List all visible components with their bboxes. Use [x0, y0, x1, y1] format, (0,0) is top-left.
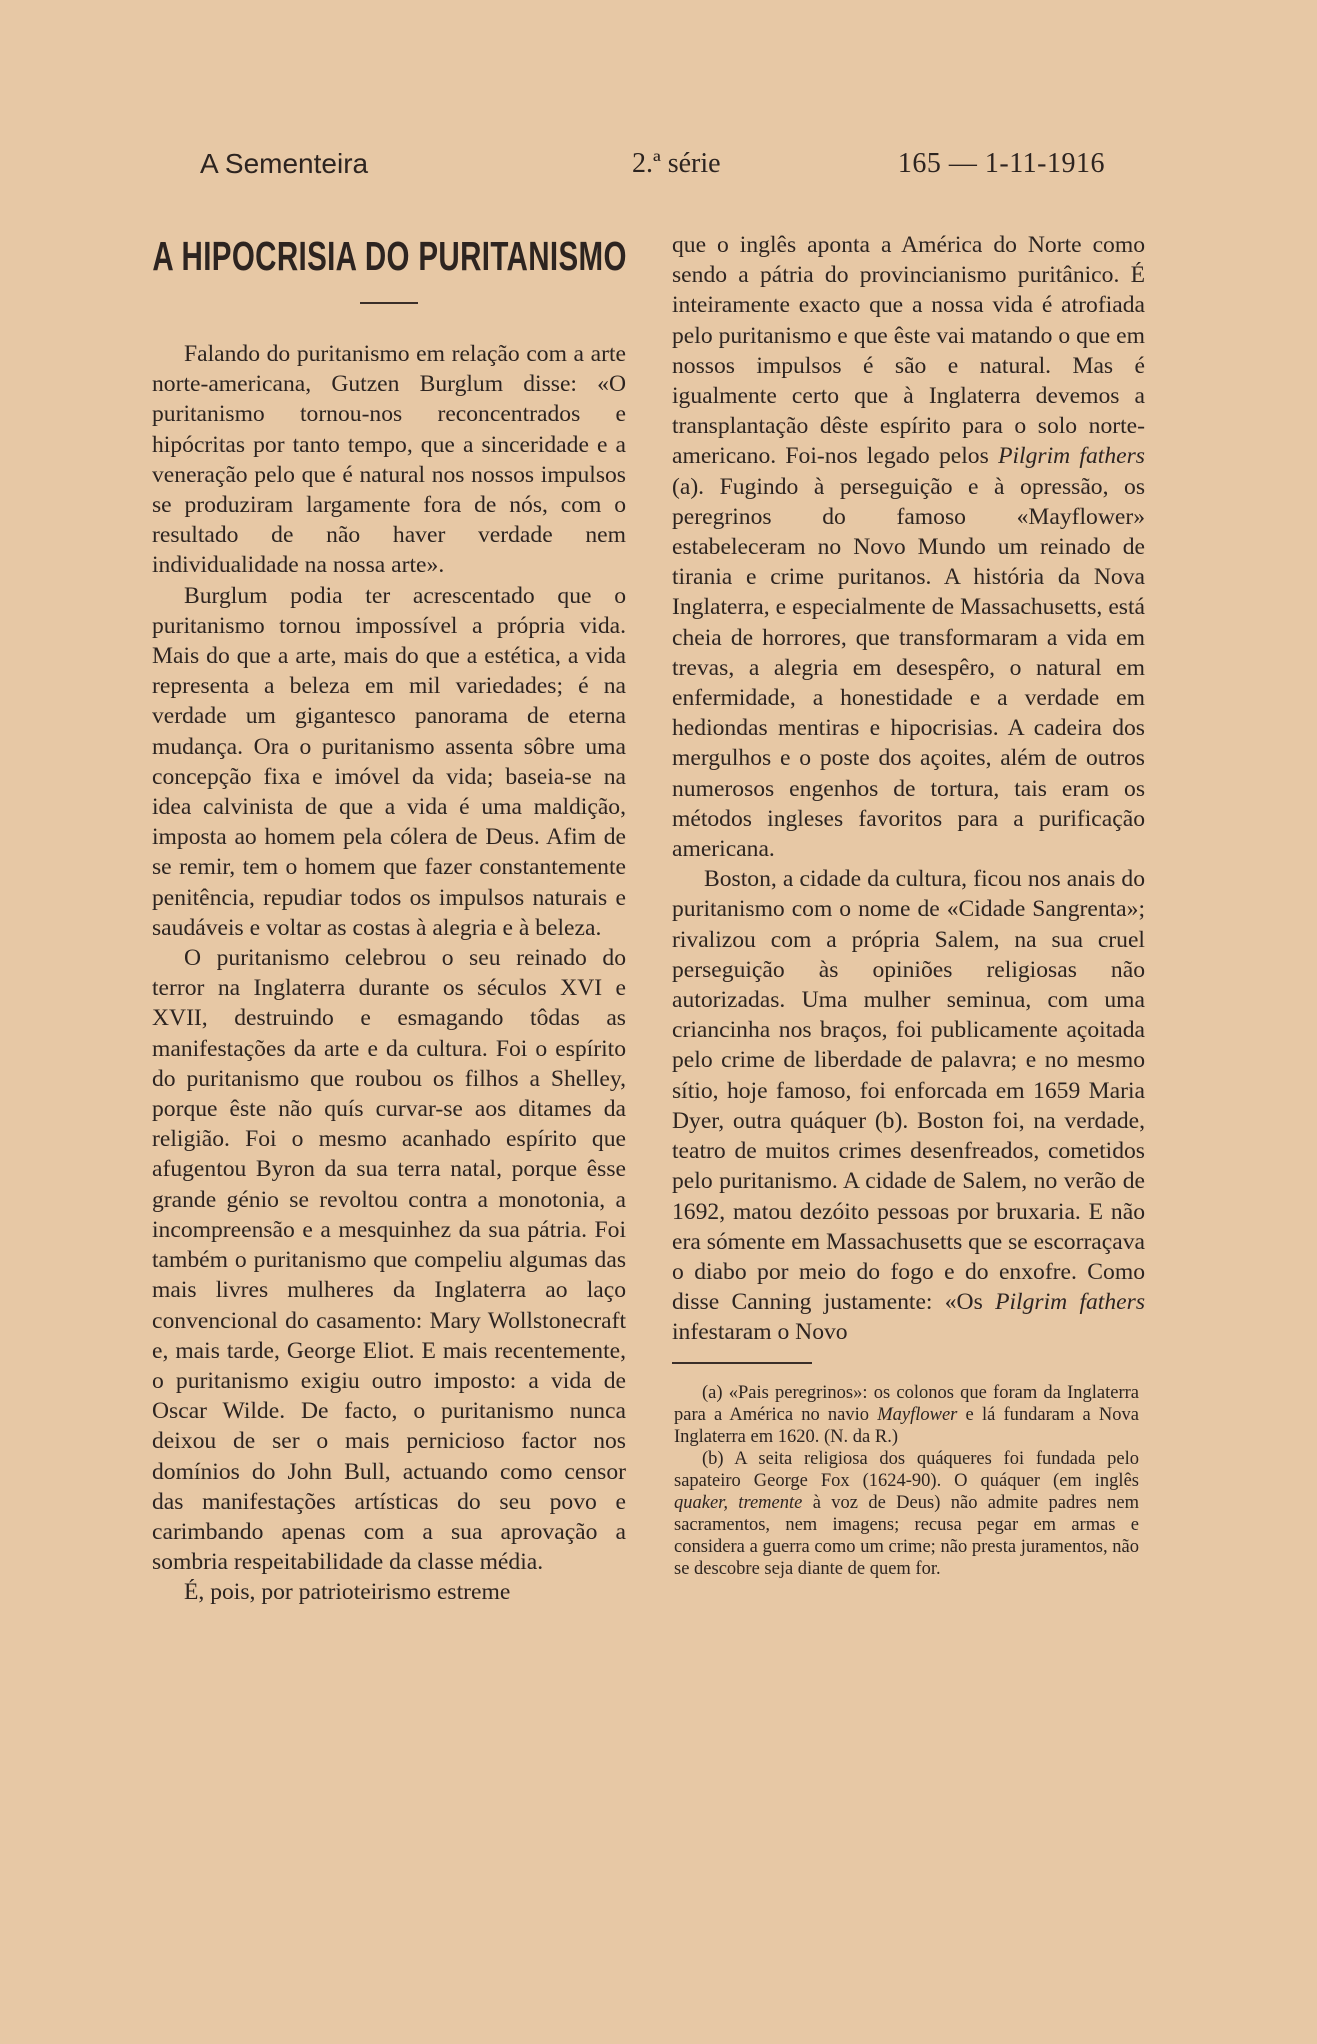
footnote-a: [674, 1382, 1139, 1448]
text-run: (a) «Pais peregrinos»: os colonos que foram da Inglaterra para a América no navio: [674, 1382, 1139, 1425]
issue-number-date: 165 — 1-11-1916: [897, 148, 1105, 179]
left-column: [152, 230, 626, 1608]
paragraph-4: É, pois, por patrioteirismo estreme: [184, 1579, 511, 1606]
title-divider: [360, 302, 418, 304]
text-run: infestaram o Novo: [672, 1319, 848, 1346]
footnote-ref-b: (b): [874, 1107, 903, 1134]
paragraph-2: Burglum podia ter acrescentado que o puritanismo tornou impossível a própria vida. Mais do que a arte, mais do que a estética, a vida representa a beleza em mil variedades; é na verdade um gigantesco panorama de eterna mudança. Ora o puritanismo assenta sôbre uma concepção fixa e imóvel da vida; baseia-se na idea calvinista de que a vida é uma maldição, imposta ao homem pela cólera de Deus. Afim de se remir, tem o homem que fazer constantemente penitência, repudiar todos os impulsos naturais e saudáveis e voltar as costas à alegria e à beleza.: [152, 582, 626, 941]
footnote-b: [674, 1448, 1139, 1580]
italic-run: quaker, tremente: [674, 1492, 803, 1513]
text-run: (b) A seita religiosa dos quáqueres foi fundada pelo sapateiro George Fox (1624-90). O quáquer (em inglês: [674, 1448, 1139, 1491]
paragraph-6: [672, 864, 1145, 1347]
series-label: 2.ª série: [632, 148, 721, 179]
text-run: à voz de Deus) não admite padres nem sacramentos, nem imagens; recusa pegar em armas e considera a guerra como um crime; não presta juramentos, não se descobre seja diante de quem for.: [674, 1492, 1139, 1579]
paragraph-5: [672, 230, 1145, 864]
footnotes: [672, 1382, 1139, 1580]
text-run: Fugindo à perseguição e à opressão, os peregrinos do famoso «Mayflower» estabeleceram no Novo Mundo um reinado de tirania e crime puritanos. A história da Nova Inglaterra, e especialmente de Massachusetts, está cheia de horrores, que transformaram a vida em trevas, a alegria em desespêro, o natural em enfermidade, a honestidade e a verdade em hediondas mentiras e hipocrisias. A cadeira dos mergulhos e o poste dos açoites, além de outros numerosos engenhos de tortura, tais eram os métodos ingleses favoritos para a purificação americana.: [672, 473, 1145, 863]
magazine-name: A Sementeira: [200, 148, 369, 179]
text-run: Boston, a cidade da cultura, ficou nos anais do puritanismo com o nome de «Cidade Sangrenta»; rivalizou com a própria Salem, na sua cruel perseguição às opiniões religiosas não autorizadas. Uma mulher seminua, com uma criancinha nos braços, foi publicamente açoitada pelo crime de liberdade de palavra; e no mesmo sítio, hoje famoso, foi enforcada em 1659 Maria Dyer, outra quáquer: [672, 866, 1145, 1134]
text-run: que o inglês aponta a América do Norte como sendo a pátria do provincianismo puritânico. É inteiramente exacto que a nossa vida é atrofiada pelo puritanismo e que êste vai matando o que em nossos impulsos é são e natural. Mas é igualmente certo que à Inglaterra devemos a transplantação dêste espírito para o solo norte-americano. Foi-nos legado pelos: [672, 232, 1145, 470]
right-column: [672, 230, 1145, 1580]
text-run: . Boston foi, na verdade, teatro de muitos crimes desenfreados, cometidos pelo puritanismo. A cidade de Salem, no verão de 1692, matou dezóito pessoas por bruxaria. E não era sómente em Massachusetts que se escorraçava o diabo por meio do fogo e do enxofre. Como disse Canning justamente: «Os: [672, 1107, 1145, 1316]
paragraph-3: O puritanismo celebrou o seu reinado do terror na Inglaterra durante os séculos XVI e XVII, destruindo e esmagando tôdas as manifestações da arte e da cultura. Foi o espírito do puritanismo que roubou os filhos a Shelley, porque êste não quís curvar-se aos ditames da religião. Foi o mesmo acanhado espírito que afugentou Byron da sua terra natal, porque êsse grande génio se revoltou contra a monotonia, a incompreensão e a mesquinhez da sua pátria. Foi também o puritanismo que compeliu algumas das mais livres mulheres da Inglaterra ao laço convencional do casamento: Mary Wollstonecraft e, mais tarde, George Eliot. E mais recentemente, o puritanismo exigiu outro imposto: a vida de Oscar Wilde. De facto, o puritanismo nunca deixou de ser o mais pernicioso factor nos domínios do John Bull, actuando como censor das manifestações artísticas do seu povo e carimbando apenas com a sua aprovação a sombria respeitabilidade da classe média.: [152, 945, 626, 1576]
paragraph-1: Falando do puritanismo em relação com a arte norte-americana, Gutzen Burglum disse: «O puritanismo tornou-nos reconcentrados e hipócritas por tanto tempo, que a sinceridade e a veneração pelo que é natural nos nossos impulsos se produziram largamente fora de nós, com o resultado de não haver verdade nem individualidade na nossa arte».: [152, 341, 626, 579]
text-run: e lá fundaram a Nova Inglaterra em 1620. (N. da R.): [674, 1404, 1140, 1447]
italic-run: Pilgrim fathers: [998, 443, 1145, 470]
italic-run: Mayflower: [877, 1404, 958, 1425]
footnote-divider: [672, 1362, 812, 1364]
italic-run: Pilgrim fathers: [995, 1289, 1145, 1316]
footnote-ref-a: (a).: [672, 473, 720, 500]
article-title: A HIPOCRISIA DO PURITANISMO: [152, 233, 627, 279]
page-header: [200, 146, 1105, 186]
